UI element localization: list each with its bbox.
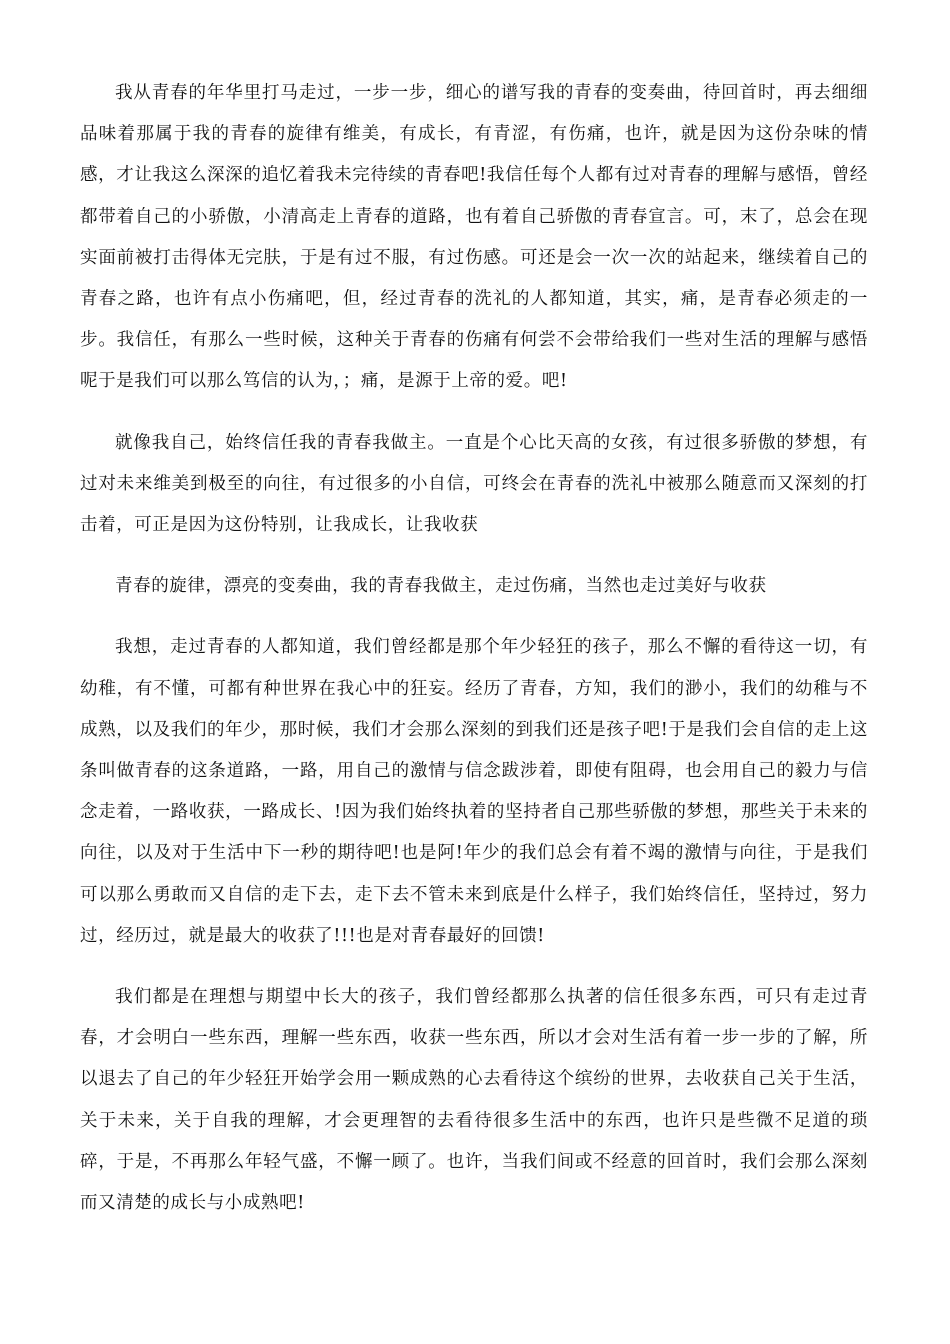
paragraph-5: 我们都是在理想与期望中长大的孩子，我们曾经都那么执著的信任很多东西，可只有走过青春，才会明白一些东西，理解一些东西，收获一些东西，所以才会对生活有着一步一步的了解，所以退去了自己的年少轻狂开始学会用一颗成熟的心去看待这个缤纷的世界，去收获自己关于生活，关于未来，关于自我的理解，才会更理智的去看待很多生活中的东西，也许只是些微不足道的琐碎，于是，不再那么年轻气盛，不懈一顾了。也许，当我们间或不经意的回首时，我们会那么深刻而又清楚的成长与小成熟吧! (80, 987, 868, 1214)
paragraph-3: 青春的旋律，漂亮的变奏曲，我的青春我做主，走过伤痛，当然也走过美好与收获 (115, 576, 767, 597)
document-body (80, 73, 868, 1244)
paragraph-2: 就像我自己，始终信任我的青春我做主。一直是个心比天高的女孩，有过很多骄傲的梦想，有过对未来维美到极至的向往，有过很多的小自信，可终会在青春的洗礼中被那么随意而又深刻的打击着，可正是因为这份特别，让我成长，让我收获 (80, 432, 868, 536)
paragraph-4: 我想，走过青春的人都知道，我们曾经都是那个年少轻狂的孩子，那么不懈的看待这一切，有幼稚，有不懂，可都有种世界在我心中的狂妄。经历了青春，方知，我们的渺小，我们的幼稚与不成熟，以及我们的年少，那时候，我们才会那么深刻的到我们还是孩子吧!于是我们会自信的走上这条叫做青春的这条道路，一路，用自己的激情与信念跋涉着，即使有阻碍，也会用自己的毅力与信念走着，一路收获，一路成长、!因为我们始终执着的坚持者自己那些骄傲的梦想，那些关于未来的向往，以及对于生活中下一秒的期待吧!也是阿!年少的我们总会有着不竭的激情与向往，于是我们可以那么勇敢而又自信的走下去，走下去不管未来到底是什么样子，我们始终信任，坚持过，努力过，经历过，就是最大的收获了!!!也是对青春最好的回馈! (80, 637, 868, 946)
paragraph-1: 我从青春的年华里打马走过，一步一步，细心的谱写我的青春的变奏曲，待回首时，再去细细品味着那属于我的青春的旋律有维美，有成长，有青涩，有伤痛，也许，就是因为这份杂味的情感，才让我这么深深的追忆着我未完待续的青春吧!我信任每个人都有过对青春的理解与感悟，曾经都带着自己的小骄傲，小清高走上青春的道路，也有着自己骄傲的青春宣言。可，末了，总会在现实面前被打击得体无完肤，于是有过不服，有过伤感。可还是会一次一次的站起来，继续着自己的青春之路，也许有点小伤痛吧，但，经过青春的洗礼的人都知道，其实，痛，是青春必须走的一步。我信任，有那么一些时候，这种关于青春的伤痛有何尝不会带给我们一些对生活的理解与感悟呢于是我们可以那么笃信的认为，；痛，是源于上帝的爱。吧! (80, 83, 868, 392)
